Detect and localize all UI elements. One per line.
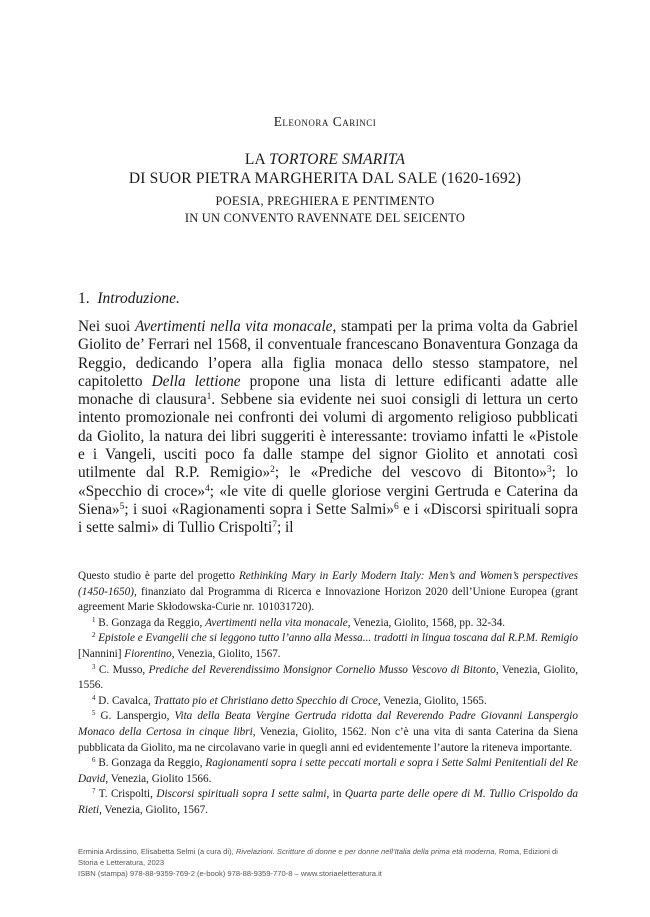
body-text-run: propone una lista di letture edificanti adatte alle monache di clausura: [78, 372, 579, 409]
footnote-ref-4[interactable]: 4: [205, 483, 210, 494]
footer-italic: Rivelazioni. Scritture di donne e per donne nell’Italia della prima età moderna: [235, 847, 495, 856]
footnote-italic: Trattato pio et Christiano detto Specchio di Croce: [153, 694, 378, 707]
footnote-3: [78, 663, 578, 694]
body-text-run: ; «le vite di quelle gloriose vergini Gertruda e Caterina da Siena»: [78, 482, 578, 518]
footnote-number: 1: [92, 615, 96, 624]
footnote-italic: Discorsi spirituali sopra I sette salmi: [156, 788, 327, 801]
footer-text: Erminia Ardissino, Elisabetta Selmi (a cura di),: [78, 847, 236, 856]
body-text-run: ; le «Prediche del vescovo di Bitonto»: [274, 464, 547, 482]
subtitle-line-2: IN UN CONVENTO RAVENNATE DEL SEICENTO: [184, 211, 466, 225]
body-text-run: , stampati per la prima volta da Gabriel Giolito de’ Ferrari nel 1568, il conventuale francescano Bonaventura Gonzaga da Reggio, dedicando l’opera alla figlia monaca dello stesso stampatore, nel capitoletto: [78, 318, 578, 390]
footnote-italic: Quarta parte delle opere di M. Tullio Crispoldo da Rieti: [78, 788, 579, 816]
page-footer: [78, 846, 578, 879]
footnote-ref-6[interactable]: 6: [394, 501, 399, 512]
footnote-1: [78, 616, 578, 632]
footnote-number: 4: [92, 693, 96, 702]
footnote-text: T. Crispolti,: [95, 788, 157, 801]
section-heading: [78, 290, 180, 308]
footnotes: [78, 569, 578, 819]
body-text-run: ; il: [276, 519, 294, 537]
footnote-5: [78, 709, 578, 756]
footnote-number: 7: [92, 787, 96, 796]
footnote-text: B. Gonzaga da Reggio,: [95, 616, 206, 629]
footnote-text: C. Musso,: [95, 663, 149, 676]
footnote-6: [78, 756, 578, 787]
title-italic: TORTORE SMARITA: [269, 151, 406, 168]
footnote-italic: Fiorentino: [124, 647, 172, 660]
body-text-run: ; lo «Specchio di croce»: [78, 464, 578, 500]
footnote-7: [78, 787, 578, 818]
intro-note: [78, 569, 578, 616]
footnote-italic: Avertimenti nella vita monacale: [205, 616, 348, 629]
subtitle-line-1: POESIA, PREGHIERA E PENTIMENTO: [215, 194, 435, 208]
footnote-italic: Prediche del Reverendissimo Monsignor Cornelio Musso Vescovo di Bitonto: [148, 663, 496, 676]
footnote-text: [Nannini]: [78, 647, 125, 660]
body-text-run: e i «Discorsi spirituali sopra i sette salmi» di Tullio Crispolti: [78, 500, 579, 537]
article-title: [0, 150, 650, 188]
footnote-text: , Venezia, Giolito, 1565.: [377, 694, 487, 707]
author-name: Eleonora Carinci: [273, 114, 377, 129]
title-prefix: LA: [244, 151, 270, 168]
footnote-italic: Ragionamenti sopra i sette peccati mortali e sopra i Sette Salmi Penitentiali del Re David: [78, 757, 578, 785]
footnote-ref-1[interactable]: 1: [206, 391, 212, 402]
footnote-text: , Venezia, Giolito, 1562. Non c’è una vita di santa Caterina da Siena pubblicata da Giolito, ma ne circolavano varie in quegli anni ed evidentemente l’autore la riteneva importante.: [78, 725, 578, 754]
body-italic-run: Avertimenti nella vita monacale: [134, 318, 333, 335]
body-text-run: Nei suoi: [78, 318, 135, 335]
footnote-text: , Venezia, Giolito 1566.: [105, 772, 212, 785]
footer-isbn: ISBN (stampa) 978-88-9359-769-2 (e-book) 978-88-9359-770-8 – www.storiaeletteratura.it: [78, 869, 382, 878]
footnote-ref-5[interactable]: 5: [119, 501, 125, 512]
footnote-text: , Venezia, Giolito, 1556.: [78, 663, 578, 692]
footnote-text: , Venezia, Giolito, 1567.: [171, 647, 281, 660]
footnote-italic: Epistole e Evangelii che si leggono tutto l’anno alla Messa... tradotti in lingua toscana dal R.P.M. Remigio: [95, 632, 578, 645]
footnote-number: 6: [92, 756, 96, 765]
footnote-text: , in: [326, 788, 345, 801]
footnote-text: G. Lanspergio,: [95, 710, 175, 723]
note-text: Questo studio è parte del progetto: [78, 570, 239, 582]
section-title: Introduzione.: [97, 290, 180, 307]
footnote-number: 2: [92, 631, 96, 640]
title-line-1: [0, 150, 650, 169]
note-italic: Rethinking Mary in Early Modern Italy: Men’s and Women’s perspectives (1450-1650): [78, 570, 578, 598]
article-subtitle: [0, 193, 650, 227]
section-number: 1.: [78, 290, 90, 307]
body-text-run: ; i suoi «Ragionamenti sopra i Sette Salmi»: [124, 500, 395, 518]
footnote-ref-3[interactable]: 3: [546, 465, 552, 476]
body-paragraph: [78, 318, 578, 538]
body-text-run: . Sebbene sia evidente nei suoi consigli di lettura un certo intento promozionale nei confronti dei volumi di argomento religioso pubblicati da Giolito, la natura dei libri suggeriti è interessante: troviamo infatti le «Pistole e i Vangeli, usciti poco fa dalle stampe del signor Giolito et annotati così utilmente dal R.P. Remigio»: [78, 391, 578, 482]
note-text: , finanziato dal Programma di Ricerca e Innovazione Horizon 2020 dell’Unione Europea (grant agreement Marie Skłodowska-Curie nr. 101031720).: [78, 585, 578, 614]
footnote-number: 5: [92, 709, 96, 718]
footer-citation: [78, 846, 578, 868]
footnote-2: [78, 631, 578, 662]
footnote-ref-7[interactable]: 7: [272, 520, 277, 531]
footnote-number: 3: [92, 662, 96, 671]
footnote-ref-2[interactable]: 2: [270, 465, 275, 476]
body-italic-run: Della lettione: [151, 372, 241, 390]
footnote-4: [78, 694, 578, 710]
footer-text: , Roma, Edizioni di Storia e Letteratura, 2023: [78, 847, 558, 867]
footnote-text: B. Gonzaga da Reggio,: [95, 757, 206, 770]
title-line-2: DI SUOR PIETRA MARGHERITA DAL SALE (1620-1692): [128, 170, 522, 187]
footnote-text: D. Cavalca,: [95, 694, 154, 707]
footnote-text: , Venezia, Giolito, 1568, pp. 32-34.: [347, 616, 506, 629]
footnote-text: , Venezia, Giolito, 1567.: [99, 803, 208, 816]
footnote-italic: Vita della Beata Vergine Gertruda ridotta dal Reverendo Padre Giovanni Lanspergio Monaco della Certosa in cinque libri: [78, 710, 578, 738]
